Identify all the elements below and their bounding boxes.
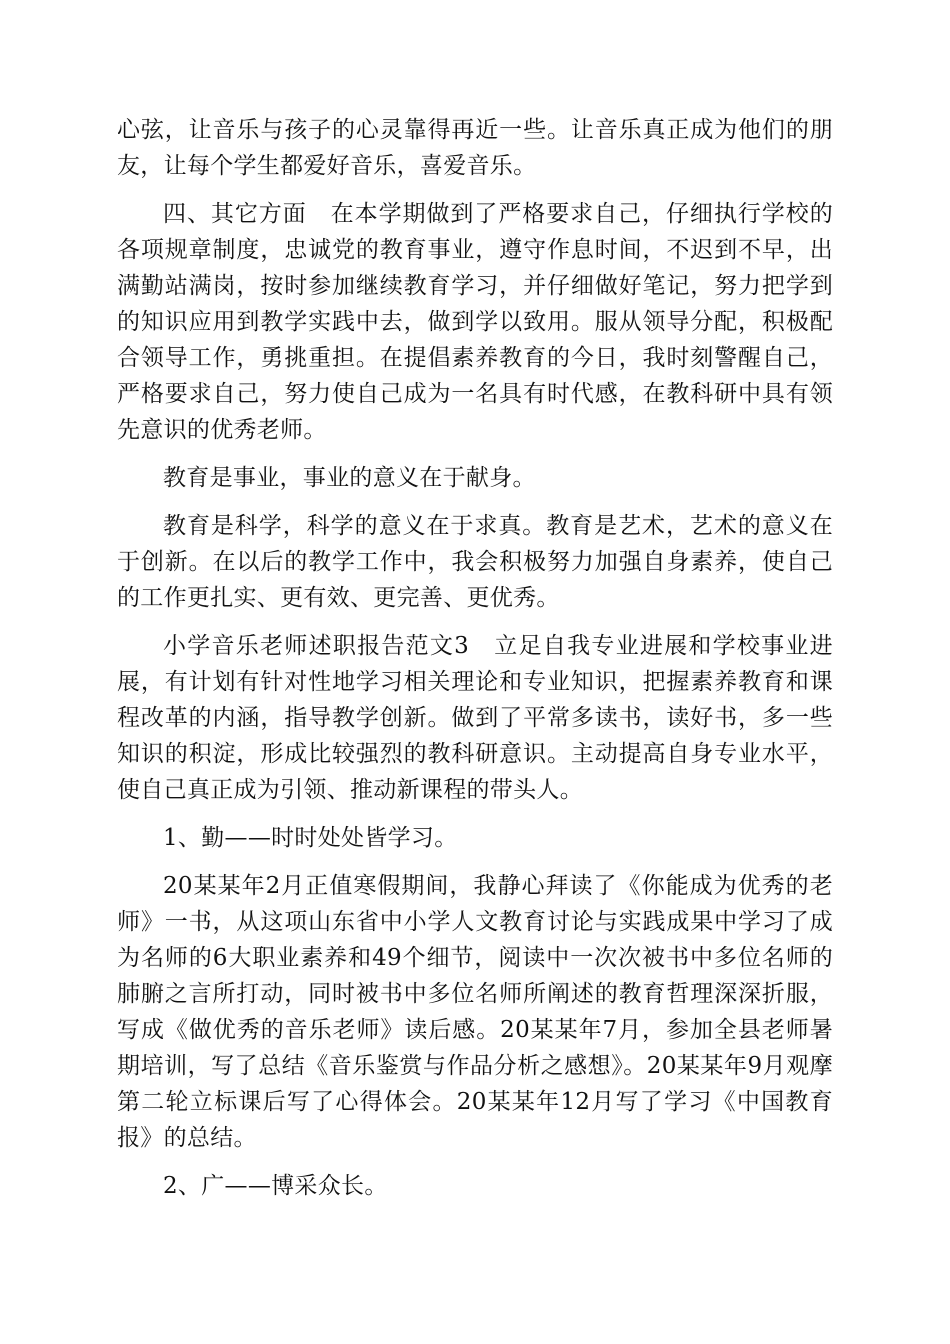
paragraph-study-record: 20某某年2月正值寒假期间，我静心拜读了《你能成为优秀的老师》一书，从这项山东省中小学人文教育讨论与实践成果中学习了成为名师的6大职业素养和49个细节，阅读中一次次被书中多位名师的肺腑之言所打动，同时被书中多位名师所阐述的教育哲理深深折服，写成《做优秀的音乐老师》读后感。20某某年7月，参加全县老师暑期培训，写了总结《音乐鉴赏与作品分析之感想》。20某某年9月观摩第二轮立标课后写了心得体会。20某某年12月写了学习《中国教育报》的总结。 (117, 873, 833, 1151)
paragraph-education-career: 教育是事业，事业的意义在于献身。 (163, 465, 536, 491)
paragraph-other-aspects: 四、其它方面 在本学期做到了严格要求自己，仔细执行学校的各项规章制度，忠诚党的教育事业，遵守作息时间，不迟到不早，出满勤站满岗，按时参加继续教育学习，并仔细做好笔记，努力把学到的知识应用到教学实践中去，做到学以致用。服从领导分配，积极配合领导工作，勇挑重担。在提倡素养教育的今日，我时刻警醒自己，严格要求自己，努力使自己成为一名具有时代感，在教科研中具有领先意识的优秀老师。 (117, 201, 833, 443)
document-page (117, 112, 833, 1204)
heading-diligence: 1、勤——时时处处皆学习。 (163, 825, 458, 851)
heading-breadth: 2、广——博采众长。 (163, 1173, 388, 1199)
paragraph-report-sample-3: 小学音乐老师述职报告范文3 立足自我专业进展和学校事业进展，有计划有针对性地学习相关理论和专业知识，把握素养教育和课程改革的内涵，指导教学创新。做到了平常多读书，读好书，多一些知识的积淀，形成比较强烈的教科研意识。主动提高自身专业水平，使自己真正成为引领、推动新课程的带头人。 (117, 633, 833, 803)
paragraph-education-science: 教育是科学，科学的意义在于求真。教育是艺术，艺术的意义在于创新。在以后的教学工作中，我会积极努力加强自身素养，使自己的工作更扎实、更有效、更完善、更优秀。 (117, 513, 833, 611)
paragraph-continuation: 心弦，让音乐与孩子的心灵靠得再近一些。让音乐真正成为他们的朋友，让每个学生都爱好音乐，喜爱音乐。 (117, 117, 833, 179)
